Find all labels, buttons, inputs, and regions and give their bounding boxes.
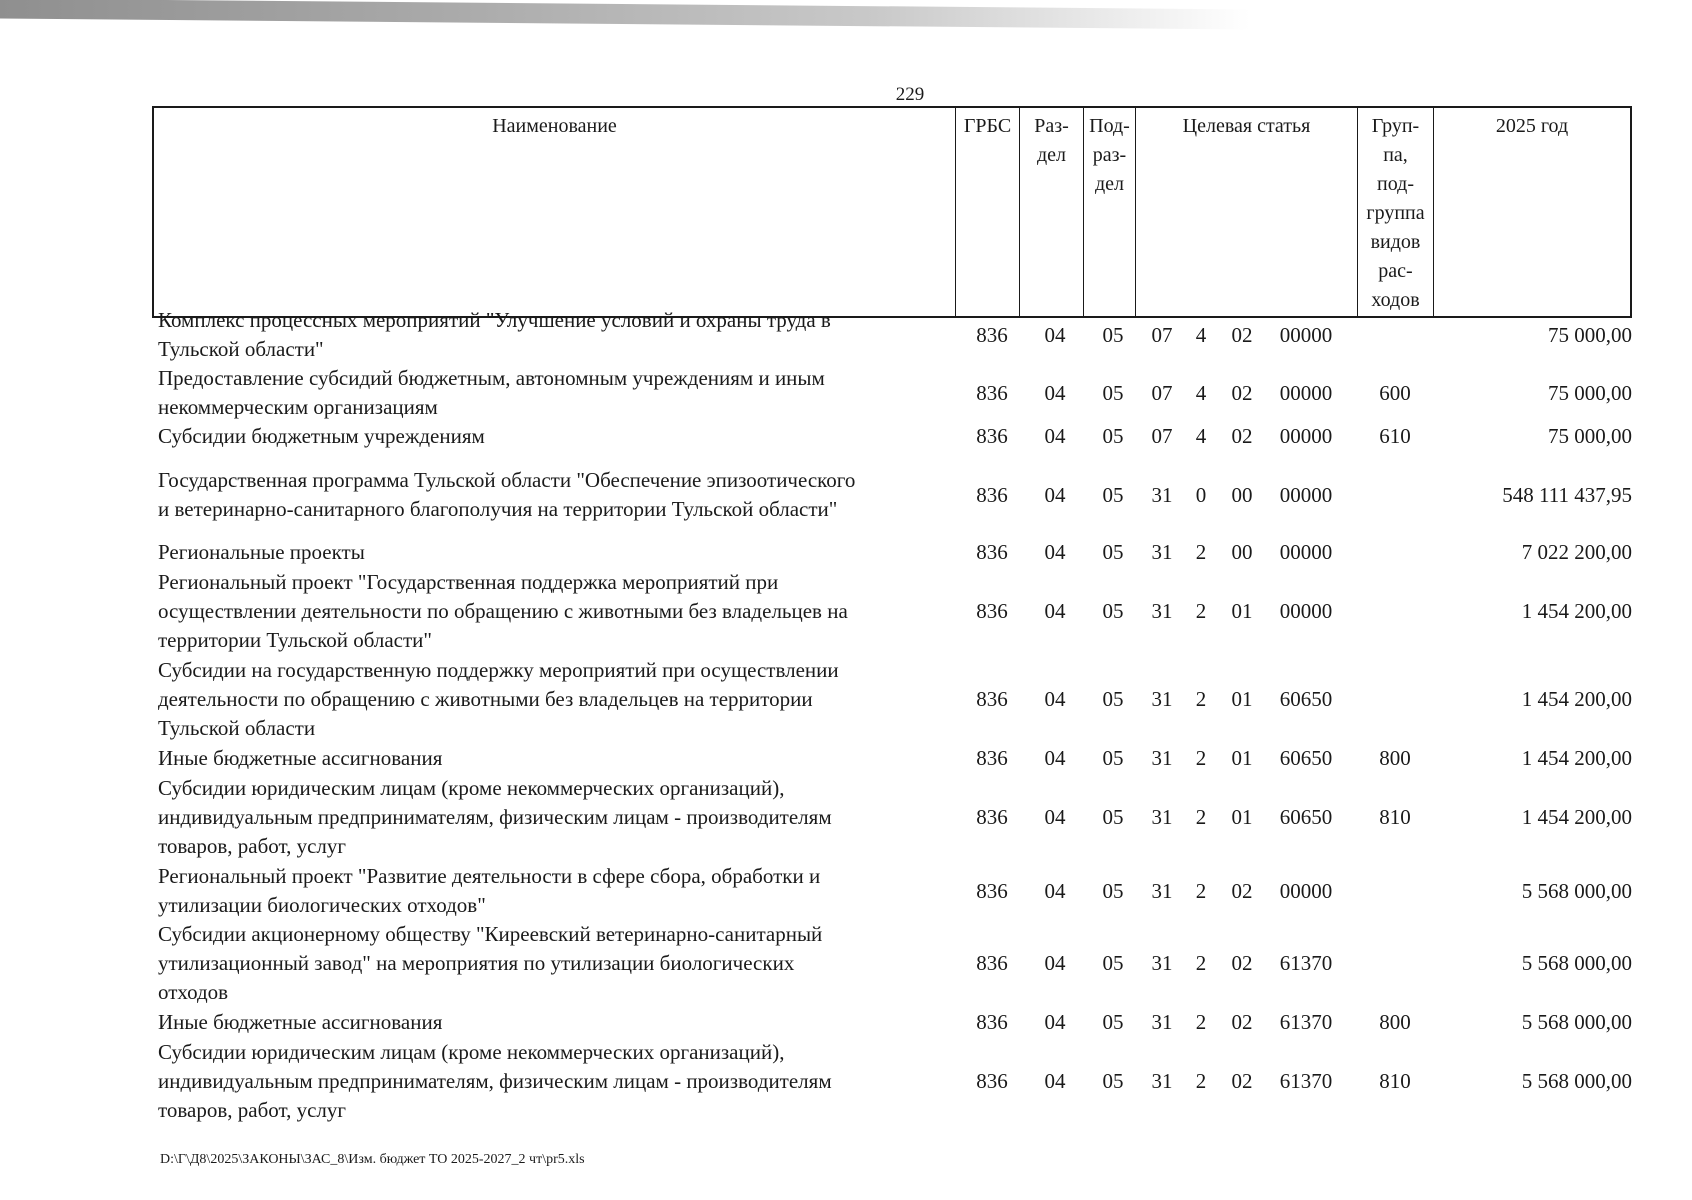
row-name: Субсидии акционерному обществу "Киреевский ветеринарно-санитарный утилизационный завод" на мероприятия по утилизации биологических отходов [158, 922, 823, 1004]
row-rz: 04 [1044, 746, 1066, 770]
row-rz: 04 [1044, 322, 1066, 347]
row-prz: 05 [1102, 540, 1124, 564]
row-amount: 75 000,00 [1548, 380, 1632, 405]
row-t3: 01 [1231, 599, 1253, 623]
row-t1: 31 [1151, 482, 1173, 507]
row-t4: 00000 [1279, 599, 1333, 623]
row-t1: 31 [1151, 1069, 1173, 1093]
row-t4: 00000 [1279, 424, 1333, 448]
row-prz: 05 [1102, 687, 1124, 711]
row-grbs: 836 [976, 805, 1008, 829]
page-number: 229 [895, 84, 925, 105]
row-name: Региональный проект "Развитие деятельности в сфере сбора, обработки и утилизации биологических отходов" [158, 864, 821, 917]
row-t2: 2 [1195, 746, 1207, 770]
row-t2: 2 [1195, 599, 1207, 623]
row-grbs: 836 [976, 1069, 1008, 1093]
row-rz: 04 [1044, 424, 1066, 448]
row-grbs: 836 [976, 687, 1008, 711]
row-t1: 07 [1151, 380, 1173, 405]
row-name: Комплекс процессных мероприятий "Улучшение условий и охраны труда в Тульской области" [158, 308, 831, 361]
row-prz: 05 [1102, 482, 1124, 507]
row-t3: 02 [1231, 878, 1253, 903]
row-amount: 1 454 200,00 [1521, 687, 1632, 711]
table-row [158, 1008, 1632, 1037]
row-name: Государственная программа Тульской области "Обеспечение эпизоотического и ветеринарно-санитарного благополучия на территории Тульской области" [158, 468, 856, 521]
row-t2: 0 [1195, 482, 1207, 507]
row-vr: 810 [1379, 1069, 1411, 1093]
row-amount: 5 568 000,00 [1521, 878, 1632, 903]
row-t4: 00000 [1279, 878, 1333, 903]
row-t1: 31 [1151, 805, 1173, 829]
row-prz: 05 [1102, 322, 1124, 347]
row-prz: 05 [1102, 1010, 1124, 1034]
row-amount: 75 000,00 [1548, 322, 1632, 347]
row-name: Субсидии юридическим лицам (кроме некоммерческих организаций), индивидуальным предпринимателям, физическим лицам - производителям товаров, работ, услуг [158, 1040, 832, 1122]
row-name: Иные бюджетные ассигнования [158, 746, 443, 770]
row-t4: 60650 [1279, 687, 1333, 711]
header-group: Груп- па, под- группа видов рас- ходов [1358, 108, 1434, 316]
row-grbs: 836 [976, 424, 1008, 448]
header-grbs: ГРБС [956, 108, 1020, 316]
row-t4: 00000 [1279, 322, 1333, 347]
table-header [152, 106, 1632, 318]
row-t2: 2 [1195, 1069, 1207, 1093]
row-rz: 04 [1044, 805, 1066, 829]
row-t1: 31 [1151, 1010, 1173, 1034]
table-row [158, 306, 1632, 364]
table-row [158, 422, 1632, 451]
table-row [158, 364, 1632, 422]
row-t1: 31 [1151, 746, 1173, 770]
row-t1: 31 [1151, 951, 1173, 975]
row-name: Субсидии юридическим лицам (кроме некоммерческих организаций), индивидуальным предпринимателям, физическим лицам - производителям товаров, работ, услуг [158, 776, 832, 858]
row-amount: 1 454 200,00 [1521, 805, 1632, 829]
table-row [158, 656, 1632, 743]
row-t4: 61370 [1279, 1010, 1333, 1034]
row-t4: 61370 [1279, 1069, 1333, 1093]
row-rz: 04 [1044, 1010, 1066, 1034]
scan-artifact [0, 0, 1692, 30]
table-row [158, 920, 1632, 1007]
row-vr: 800 [1379, 746, 1411, 770]
row-rz: 04 [1044, 540, 1066, 564]
row-grbs: 836 [976, 878, 1008, 903]
row-grbs: 836 [976, 599, 1008, 623]
row-t4: 00000 [1279, 482, 1333, 507]
row-amount: 5 568 000,00 [1521, 1010, 1632, 1034]
row-t2: 2 [1195, 805, 1207, 829]
row-vr: 600 [1379, 380, 1411, 405]
row-name: Субсидии на государственную поддержку мероприятий при осуществлении деятельности по обращению с животными без владельцев на территории Тульской области [158, 658, 839, 740]
row-t2: 4 [1195, 380, 1207, 405]
row-amount: 5 568 000,00 [1521, 1069, 1632, 1093]
row-prz: 05 [1102, 599, 1124, 623]
header-name: Наименование [154, 108, 956, 316]
row-rz: 04 [1044, 482, 1066, 507]
row-t2: 2 [1195, 951, 1207, 975]
row-t3: 02 [1231, 380, 1253, 405]
row-name: Региональный проект "Государственная поддержка мероприятий при осуществлении деятельности по обращению с животными без владельцев на территории Тульской области" [158, 570, 848, 652]
row-t4: 00000 [1279, 380, 1333, 405]
table-row [158, 466, 1632, 524]
row-amount: 7 022 200,00 [1521, 540, 1632, 564]
row-prz: 05 [1102, 951, 1124, 975]
row-grbs: 836 [976, 322, 1008, 347]
row-t1: 31 [1151, 599, 1173, 623]
row-amount: 1 454 200,00 [1521, 746, 1632, 770]
row-t4: 60650 [1279, 805, 1333, 829]
row-rz: 04 [1044, 1069, 1066, 1093]
row-t3: 01 [1231, 746, 1253, 770]
row-grbs: 836 [976, 746, 1008, 770]
row-vr: 610 [1379, 424, 1411, 448]
row-amount: 1 454 200,00 [1521, 599, 1632, 623]
row-vr: 800 [1379, 1010, 1411, 1034]
file-path: D:\Г\Д8\2025\ЗАКОНЫ\ЗАС_8\Изм. бюджет ТО 2025-2027_2 чт\pr5.xls [160, 1152, 585, 1167]
row-t2: 2 [1195, 687, 1207, 711]
table-row [158, 774, 1632, 861]
row-prz: 05 [1102, 1069, 1124, 1093]
row-amount: 548 111 437,95 [1502, 482, 1632, 507]
table-row [158, 1038, 1632, 1125]
row-prz: 05 [1102, 746, 1124, 770]
row-t2: 4 [1195, 322, 1207, 347]
row-t1: 31 [1151, 878, 1173, 903]
header-year: 2025 год [1495, 115, 1569, 137]
header-target: Целевая статья [1136, 108, 1358, 316]
row-t3: 02 [1231, 424, 1253, 448]
table-row [158, 538, 1632, 567]
row-rz: 04 [1044, 951, 1066, 975]
row-name: Предоставление субсидий бюджетным, автономным учреждениям и иным некоммерческим организациям [158, 366, 825, 419]
header-podrazdel: Под- раз- дел [1084, 108, 1136, 316]
row-t3: 02 [1231, 322, 1253, 347]
table-row [158, 568, 1632, 655]
row-prz: 05 [1102, 380, 1124, 405]
row-grbs: 836 [976, 482, 1008, 507]
table-row [158, 744, 1632, 773]
row-t3: 01 [1231, 687, 1253, 711]
row-t2: 2 [1195, 1010, 1207, 1034]
row-t4: 60650 [1279, 746, 1333, 770]
row-amount: 75 000,00 [1548, 424, 1632, 448]
row-t2: 2 [1195, 540, 1207, 564]
row-t4: 00000 [1279, 540, 1333, 564]
row-t3: 02 [1231, 951, 1253, 975]
row-t1: 31 [1151, 540, 1173, 564]
row-t3: 02 [1231, 1069, 1253, 1093]
row-vr: 810 [1379, 805, 1411, 829]
row-name: Субсидии бюджетным учреждениям [158, 424, 485, 448]
row-t4: 61370 [1279, 951, 1333, 975]
row-rz: 04 [1044, 687, 1066, 711]
row-grbs: 836 [976, 951, 1008, 975]
row-rz: 04 [1044, 380, 1066, 405]
row-t2: 2 [1195, 878, 1207, 903]
row-rz: 04 [1044, 878, 1066, 903]
row-t2: 4 [1195, 424, 1207, 448]
row-prz: 05 [1102, 805, 1124, 829]
row-grbs: 836 [976, 1010, 1008, 1034]
row-t3: 02 [1231, 1010, 1253, 1034]
row-prz: 05 [1102, 424, 1124, 448]
row-t1: 31 [1151, 687, 1173, 711]
row-prz: 05 [1102, 878, 1124, 903]
row-amount: 5 568 000,00 [1521, 951, 1632, 975]
row-t1: 07 [1151, 322, 1173, 347]
table-row [158, 862, 1632, 920]
header-razdel: Раз- дел [1020, 108, 1084, 316]
row-grbs: 836 [976, 540, 1008, 564]
row-t3: 01 [1231, 805, 1253, 829]
row-t3: 00 [1231, 482, 1253, 507]
row-rz: 04 [1044, 599, 1066, 623]
row-grbs: 836 [976, 380, 1008, 405]
row-t3: 00 [1231, 540, 1253, 564]
row-name: Региональные проекты [158, 540, 365, 564]
row-name: Иные бюджетные ассигнования [158, 1010, 443, 1034]
row-t1: 07 [1151, 424, 1173, 448]
